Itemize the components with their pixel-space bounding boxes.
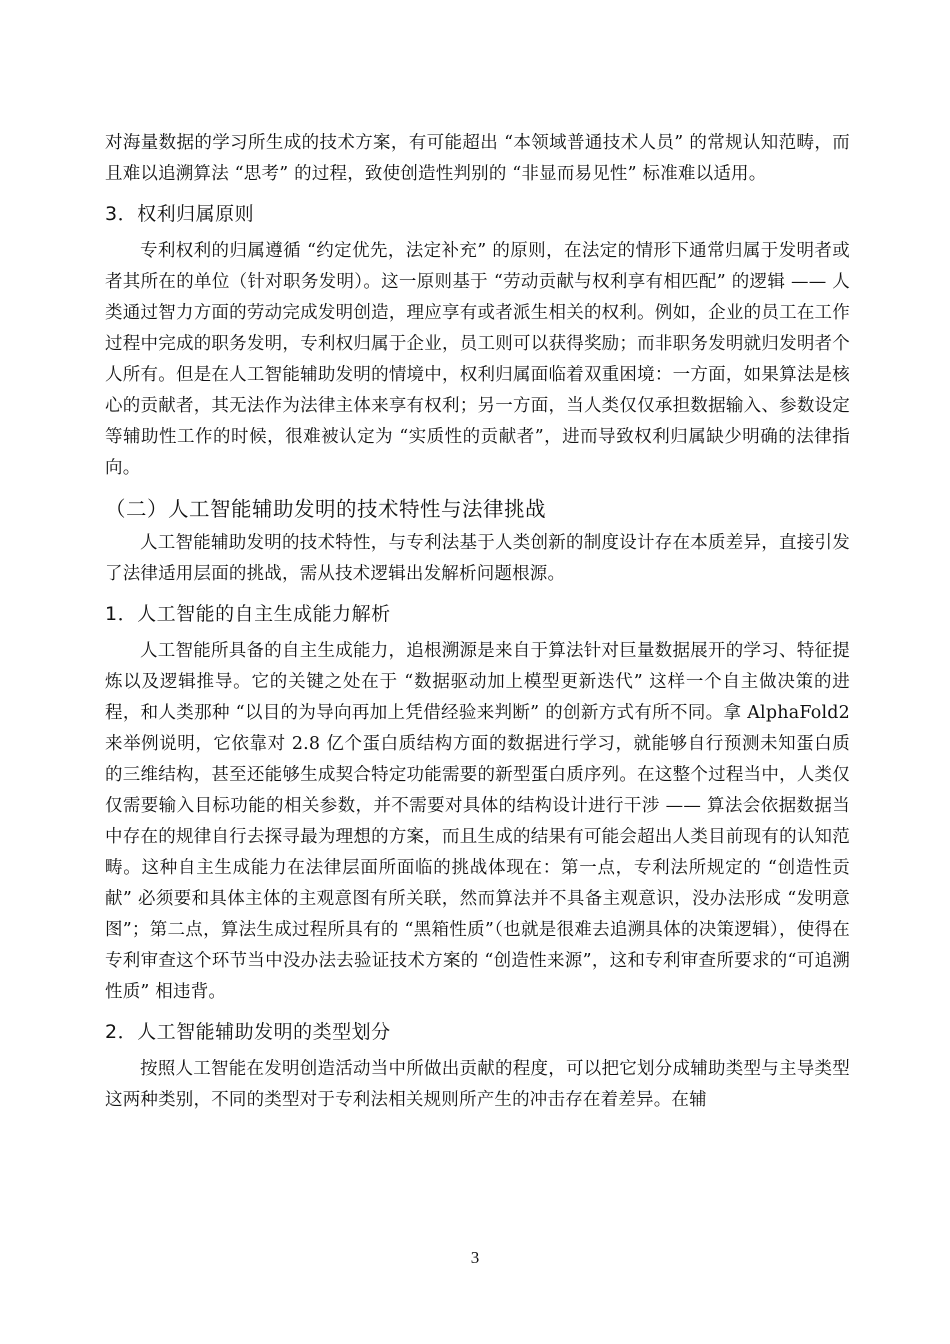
paragraph: 人工智能所具备的自主生成能力，追根溯源是来自于算法针对巨量数据展开的学习、特征提炼以及逻辑推导。它的关键之处在于 “数据驱动加上模型更新迭代” 这样一个自主做决策的进程，和人类那种 “以目的为导向再加上凭借经验来判断” 的创新方式有所不同。拿 AlphaFold2 来举例说明，它依靠对 2.8 亿个蛋白质结构方面的数据进行学习，就能够自行预测未知蛋白质的三维结构，甚至还能够生成契合特定功能需要的新型蛋白质序列。在这整个过程当中，人类仅仅需要输入目标功能的相关参数，并不需要对具体的结构设计进行干涉 —— 算法会依据数据当中存在的规律自行去探寻最为理想的方案，而且生成的结果有可能会超出人类目前现有的认知范畴。这种自主生成能力在法律层面所面临的挑战体现在：第一点，专利法所规定的 “创造性贡献” 必须要和具体主体的主观意图有所关联，然而算法并不具备主观意识，没办法形成 “发明意图”；第二点，算法生成过程所具有的 “黑箱性质”（也就是很难去追溯具体的决策逻辑），使得在专利审查这个环节当中没办法去验证技术方案的 “创造性来源”，这和专利审查所要求的“可追溯性质” 相违背。 (105, 641, 850, 1002)
subsection-heading-autonomous-generation: 1．人工智能的自主生成能力解析 (105, 603, 391, 625)
subsection-heading-rights-attribution: 3．权利归属原则 (105, 203, 255, 225)
subsection-heading-type-classification: 2．人工智能辅助发明的类型划分 (105, 1021, 391, 1043)
paragraph: 按照人工智能在发明创造活动当中所做出贡献的程度，可以把它划分成辅助类型与主导类型这两种类别，不同的类型对于专利法相关规则所产生的冲击存在着差异。在辅 (105, 1059, 850, 1110)
document-body (105, 128, 850, 1116)
section-heading-technical-characteristics: （二）人工智能辅助发明的技术特性与法律挑战 (105, 497, 546, 521)
paragraph: 专利权利的归属遵循 “约定优先，法定补充” 的原则，在法定的情形下通常归属于发明者或者其所在的单位（针对职务发明）。这一原则基于 “劳动贡献与权利享有相匹配” 的逻辑 —— 人类通过智力方面的劳动完成发明创造，理应享有或者派生相关的权利。例如，企业的员工在工作过程中完成的职务发明，专利权归属于企业，员工则可以获得奖励；而非职务发明就归发明者个人所有。但是在人工智能辅助发明的情境中，权利归属面临着双重困境：一方面，如果算法是核心的贡献者，其无法作为法律主体来享有权利；另一方面，当人类仅仅承担数据输入、参数设定等辅助性工作的时候，很难被认定为 “实质性的贡献者”，进而导致权利归属缺少明确的法律指向。 (105, 241, 850, 478)
paragraph: 对海量数据的学习所生成的技术方案，有可能超出 “本领域普通技术人员” 的常规认知范畴，而且难以追溯算法 “思考” 的过程，致使创造性判别的 “非显而易见性” 标准难以适用。 (105, 133, 850, 184)
paragraph: 人工智能辅助发明的技术特性，与专利法基于人类创新的制度设计存在本质差异，直接引发了法律适用层面的挑战，需从技术逻辑出发解析问题根源。 (105, 533, 850, 584)
page-number: 3 (470, 1248, 480, 1267)
